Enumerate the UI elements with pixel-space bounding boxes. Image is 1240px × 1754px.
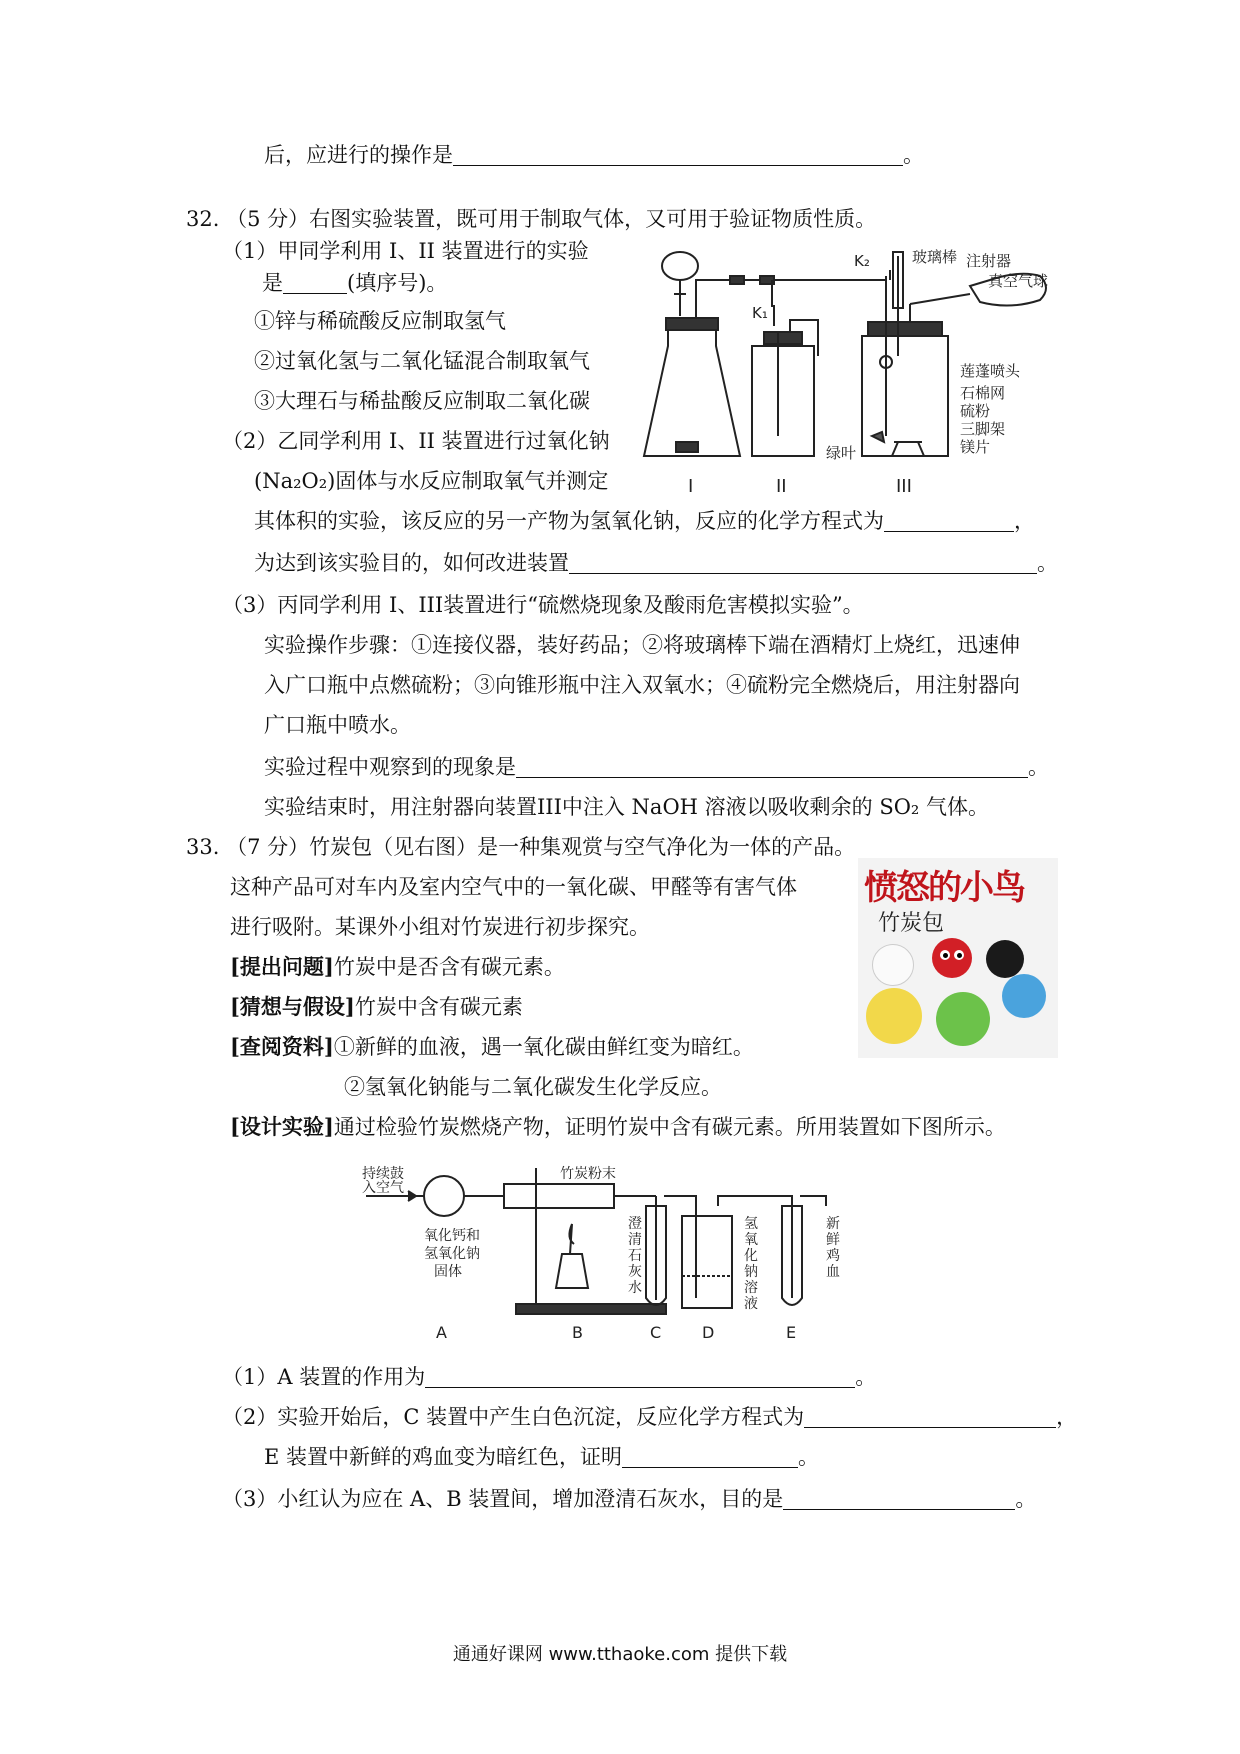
blue-bird bbox=[1002, 974, 1046, 1018]
label-d: D bbox=[702, 1323, 715, 1342]
label-a-desc-3: 固体 bbox=[434, 1264, 462, 1280]
label-balloon: 真空气球 bbox=[988, 272, 1049, 290]
label-a: A bbox=[436, 1323, 447, 1342]
q33-intro-1: 这种产品可对车内及室内空气中的一氧化碳、甲醛等有害气体 bbox=[230, 875, 797, 899]
svg-text:溶: 溶 bbox=[744, 1280, 758, 1296]
answer-blank[interactable] bbox=[884, 509, 1014, 532]
svg-text:血: 血 bbox=[826, 1264, 840, 1280]
svg-text:鲜: 鲜 bbox=[826, 1232, 840, 1248]
photo-subtitle: 竹炭包 bbox=[878, 911, 945, 936]
q32-part3-line2: 实验操作步骤：①连接仪器，装好药品；②将玻璃棒下端在酒精灯上烧红，迅速伸 bbox=[264, 633, 1020, 657]
label-k1: K₁ bbox=[752, 304, 768, 322]
answer-blank[interactable] bbox=[622, 1445, 798, 1468]
svg-text:水: 水 bbox=[628, 1280, 642, 1296]
svg-text:液: 液 bbox=[744, 1296, 758, 1312]
svg-text:新: 新 bbox=[826, 1216, 840, 1232]
product-photo bbox=[858, 858, 1058, 1058]
q33-reference-2: ②氢氧化钠能与二氧化碳发生化学反应。 bbox=[344, 1075, 722, 1099]
q32-part1-line2: 是 (填序号)。 bbox=[262, 271, 448, 295]
label-leaf: 绿叶 bbox=[826, 444, 857, 462]
label-air-in-2: 入空气 bbox=[362, 1180, 404, 1196]
q32-option-2: ②过氧化氢与二氧化锰混合制取氧气 bbox=[254, 349, 590, 373]
label-apparatus-2: II bbox=[776, 476, 787, 496]
page-footer: 通通好课网 www.tthaoke.com 提供下载 bbox=[452, 1644, 788, 1665]
label-asbestos: 石棉网 bbox=[960, 384, 1006, 402]
svg-text:钠: 钠 bbox=[744, 1264, 758, 1280]
answer-blank[interactable] bbox=[283, 271, 347, 294]
q32-part2-line1: （2）乙同学利用 I、II 装置进行过氧化钠 bbox=[222, 429, 610, 453]
svg-text:氢: 氢 bbox=[744, 1216, 758, 1232]
label-d-desc bbox=[744, 1216, 758, 1312]
answer-blank[interactable] bbox=[516, 755, 1028, 778]
q32-part2-line2: (Na₂O₂)固体与水反应制取氧气并测定 bbox=[254, 469, 609, 493]
q32-part3-line4: 广口瓶中喷水。 bbox=[264, 713, 411, 737]
q32-part2-line4: 为达到该实验目的，如何改进装置 。 bbox=[254, 551, 1058, 575]
q33-sub2-line2: E 装置中新鲜的鸡血变为暗红色，证明 。 bbox=[264, 1445, 820, 1469]
label-c-desc bbox=[628, 1216, 642, 1296]
q32-part2-line3: 其体积的实验，该反应的另一产物为氢氧化钠，反应的化学方程式为 ， bbox=[254, 509, 1035, 533]
q32-header: 32. （5 分）右图实验装置，既可用于制取气体，又可用于验证物质性质。 bbox=[186, 207, 877, 231]
label-c: C bbox=[650, 1323, 662, 1342]
green-pig bbox=[936, 992, 990, 1046]
q32-part1-line1: （1）甲同学利用 I、II 装置进行的实验 bbox=[222, 239, 589, 263]
label-glass-rod: 玻璃棒 bbox=[912, 248, 958, 266]
q33-apparatus-figure bbox=[356, 1158, 886, 1348]
q32-part3-line1: （3）丙同学利用 I、III装置进行“硫燃烧现象及酸雨危害模拟实验”。 bbox=[222, 593, 864, 617]
answer-blank[interactable] bbox=[569, 551, 1037, 574]
label-tripod: 三脚架 bbox=[960, 420, 1006, 438]
q33-hypothesis: [猜想与假设]竹炭中含有碳元素 bbox=[230, 994, 523, 1019]
q33-sub1: （1）A 装置的作用为 。 bbox=[222, 1365, 877, 1389]
q32-option-3: ③大理石与稀盐酸反应制取二氧化碳 bbox=[254, 389, 590, 413]
q32-apparatus-figure bbox=[640, 236, 1060, 496]
label-k2: K₂ bbox=[854, 252, 870, 270]
label-a-desc-2: 氢氧化钠 bbox=[424, 1246, 480, 1262]
label-mg: 镁片 bbox=[960, 438, 991, 456]
answer-blank[interactable] bbox=[783, 1487, 1015, 1510]
svg-text:鸡: 鸡 bbox=[826, 1248, 840, 1264]
q33-sub3: （3）小红认为应在 A、B 装置间，增加澄清石灰水，目的是 。 bbox=[222, 1487, 1037, 1511]
continuation-line: 后，应进行的操作是 。 bbox=[264, 143, 924, 167]
label-sulfur: 硫粉 bbox=[960, 402, 991, 420]
label-air-in-1: 持续鼓 bbox=[362, 1166, 404, 1182]
label-charcoal: 竹炭粉末 bbox=[560, 1166, 616, 1182]
label-a-desc-1: 氧化钙和 bbox=[424, 1228, 480, 1244]
svg-text:澄: 澄 bbox=[628, 1216, 642, 1232]
q33-intro-2: 进行吸附。某课外小组对竹炭进行初步探究。 bbox=[230, 915, 650, 939]
label-syringe: 注射器 bbox=[966, 252, 1012, 270]
q32-part3-line3: 入广口瓶中点燃硫粉；③向锥形瓶中注入双氧水；④硫粉完全燃烧后，用注射器向 bbox=[264, 673, 1020, 697]
q33-question: [提出问题]竹炭中是否含有碳元素。 bbox=[230, 954, 565, 979]
label-b: B bbox=[572, 1323, 583, 1342]
black-bird bbox=[986, 940, 1024, 978]
label-apparatus-1: I bbox=[688, 476, 694, 496]
q32-part3-line6: 实验结束时，用注射器向装置III中注入 NaOH 溶液以吸收剩余的 SO₂ 气体。 bbox=[264, 795, 990, 819]
label-e: E bbox=[786, 1323, 797, 1342]
svg-text:氧: 氧 bbox=[744, 1232, 758, 1248]
svg-text:石: 石 bbox=[628, 1248, 642, 1264]
q33-reference-1: [查阅资料]①新鲜的血液，遇一氧化碳由鲜红变为暗红。 bbox=[230, 1034, 754, 1059]
answer-blank[interactable] bbox=[425, 1365, 855, 1388]
answer-blank[interactable] bbox=[453, 143, 903, 166]
q32-part3-line5: 实验过程中观察到的现象是 。 bbox=[264, 755, 1049, 779]
q33-design: [设计实验]通过检验竹炭燃烧产物，证明竹炭中含有碳元素。所用装置如下图所示。 bbox=[230, 1114, 1006, 1139]
q32-option-1: ①锌与稀硫酸反应制取氢气 bbox=[254, 309, 506, 333]
q33-sub2-line1: （2）实验开始后，C 装置中产生白色沉淀，反应化学方程式为 ， bbox=[222, 1405, 1078, 1429]
yellow-bird bbox=[866, 988, 922, 1044]
red-bird bbox=[932, 938, 972, 978]
label-apparatus-3: III bbox=[896, 476, 912, 496]
photo-title: 愤怒的小鸟 bbox=[864, 868, 1024, 908]
white-bird bbox=[872, 944, 914, 986]
answer-blank[interactable] bbox=[804, 1405, 1056, 1428]
svg-text:化: 化 bbox=[744, 1248, 758, 1264]
svg-text:清: 清 bbox=[628, 1232, 642, 1248]
q33-header: 33. （7 分）竹炭包（见右图）是一种集观赏与空气净化为一体的产品。 bbox=[186, 835, 856, 859]
label-shower-head: 莲蓬喷头 bbox=[960, 362, 1021, 380]
svg-text:灰: 灰 bbox=[628, 1264, 642, 1280]
label-e-desc bbox=[826, 1216, 840, 1280]
